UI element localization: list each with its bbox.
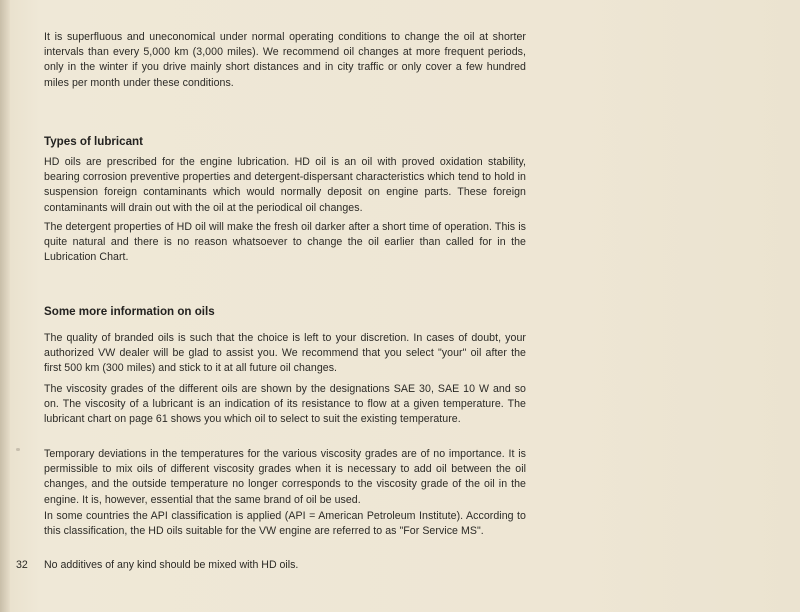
page-number: 32 — [16, 559, 28, 571]
paragraph-temperature-deviations: Temporary deviations in the temperatures for the various viscosity grades are of no importance. It is permissible to mix oils of different viscosity grades when it is necessary to add oil between the oil changes, and the outside temperature no longer corresponds to the viscosity grade of the oil in the engine. It is, however, essential that the same brand of oil be used. — [44, 448, 526, 506]
intro-paragraph: It is superfluous and uneconomical under normal operating conditions to change the oil at shorter intervals than every 5,000 km (3,000 miles). We recommend oil changes at more frequent periods, only in the winter if you drive mainly short distances and in city traffic or only cover a few hundred miles per month under these conditions. — [44, 31, 526, 89]
types-of-lubricant-body — [44, 155, 526, 216]
paper-speck — [16, 448, 20, 451]
more-information-section — [44, 304, 526, 319]
paragraph-branded-oils: The quality of branded oils is such that the choice is left to your discretion. In cases of doubt, your authorized VW dealer will be glad to assist you. We recommend that you select "your" oil after the first 500 km (300 miles) and stick to it at all future oil changes. — [44, 332, 526, 375]
paragraph-no-additives: No additives of any kind should be mixed with HD oils. — [44, 559, 299, 571]
more-information-body-2 — [44, 382, 526, 428]
types-of-lubricant-section — [44, 134, 526, 149]
paragraph-api-classification: In some countries the API classification is applied (API = American Petroleum Institute). According to this classification, the HD oils suitable for the VW engine are referred to as "For Service MS". — [44, 510, 526, 538]
paragraph-hd-oils: HD oils are prescribed for the engine lubrication. HD oil is an oil with proved oxidation stability, bearing corrosion preventive properties and detergent-dispersant characteristics which tend to hold in suspension foreign contaminants which would normally deposit on engine parts. These foreign contaminants will drain out with the oil at the periodical oil changes. — [44, 156, 526, 214]
section-heading-types-of-lubricant: Types of lubricant — [44, 135, 143, 148]
types-of-lubricant-body-2 — [44, 220, 526, 266]
more-information-body-4 — [44, 509, 526, 539]
paragraph-viscosity-grades: The viscosity grades of the different oils are shown by the designations SAE 30, SAE 10 W and so on. The viscosity of a lubricant is an indication of its resistance to flow at a given temperature. The lubricant chart on page 61 shows you which oil to select to suit the existing temperature. — [44, 383, 526, 426]
paragraph-detergent-properties: The detergent properties of HD oil will make the fresh oil darker after a short time of operation. This is quite natural and there is no reason whatsoever to change the oil earlier than called for in the Lubrication Chart. — [44, 221, 526, 264]
section-heading-more-information: Some more information on oils — [44, 305, 215, 318]
more-information-body-3 — [44, 447, 526, 508]
intro-block — [44, 30, 526, 91]
more-information-body-1 — [44, 331, 526, 377]
page-binding-edge — [0, 0, 10, 612]
